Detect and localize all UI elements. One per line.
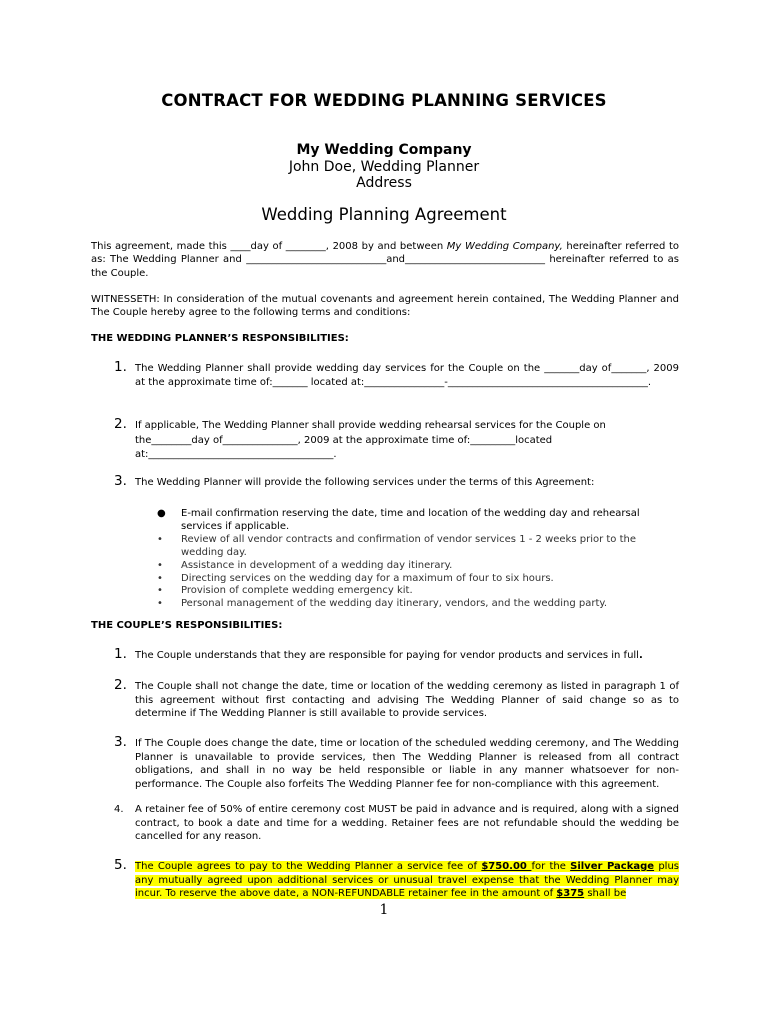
page-number: 1 xyxy=(379,902,389,918)
list-item: • Review of all vendor contracts and confirmation of vendor services 1 - 2 weeks prior to the wedding day. xyxy=(157,533,637,558)
list-item: ● E-mail confirmation reserving the date, time and location of the wedding day and rehearsal services if applicable. xyxy=(157,508,640,532)
list-item: • Personal management of the wedding day itinerary, vendors, and the wedding party. xyxy=(157,598,608,610)
couple-responsibilities-heading: THE COUPLE’S RESPONSIBILITIES: xyxy=(91,620,283,631)
item-text: The Couple shall not change the date, time or location of the wedding ceremony as listed in paragraph 1 of this agreement without first contacting and advising The Wedding Planner of said change so as to determine if The Wedding Planner is still available to provide services. xyxy=(135,681,679,720)
item-text: A retainer fee of 50% of entire ceremony cost MUST be paid in advance and is required, along with a signed contract, to book a date and time for a wedding. Retainer fees are not refundable should the wedding be cancelled for any reason. xyxy=(135,804,679,843)
retainer-fee: $375 xyxy=(556,888,585,900)
highlighted-text: The Couple agrees to pay to the Wedding Planner a service fee of $750.00 for the Silver Package plus any mutually agreed upon additional services or unusual travel expense that the Wedding Planner may incur. To reserve the above date, a NON-REFUNDABLE retainer fee in the amount of $375 shall be xyxy=(135,861,679,900)
item-number: 3. xyxy=(114,473,127,489)
item-text xyxy=(135,419,679,463)
item-text-line: at:_____________________________________. xyxy=(135,449,337,460)
item-text: The Wedding Planner will provide the following services under the terms of this Agreement: xyxy=(135,477,595,488)
intro-company: My Wedding Company, xyxy=(446,241,563,252)
item-number: 3. xyxy=(114,734,127,750)
item-number: 4. xyxy=(114,804,124,815)
item-text: The Wedding Planner shall provide wedding day services for the Couple on the _______day of_______, 2009 at the approximate time of:_______ located at:________________-________________________________________. xyxy=(135,363,679,388)
item-text-line: If applicable, The Wedding Planner shall provide wedding rehearsal services for the Couple on xyxy=(135,420,606,431)
item-text: If The Couple does change the date, time or location of the scheduled wedding ceremony, and The Wedding Planner is unavailable to provide services, then The Wedding Planner is released from all contract obligations, and shall in no way be held responsible or liable in any manner whatsoever for non-performance. The Couple also forfeits The Wedding Planner fee for non-compliance with this agreement. xyxy=(135,738,679,790)
list-item: • Assistance in development of a wedding day itinerary. xyxy=(157,559,453,571)
service-fee: $750.00 xyxy=(481,861,532,872)
item-number: 1. xyxy=(114,359,127,375)
intro-text-1: This agreement, made this ____day of ________, 2008 by and between xyxy=(91,241,447,252)
bullet-icon: • xyxy=(157,598,163,610)
item-text: The Couple understands that they are responsible for paying for vendor products and services in full. xyxy=(135,650,643,661)
package-name: Silver Package xyxy=(570,861,655,872)
planner-name: John Doe, Wedding Planner xyxy=(288,159,480,175)
item-number: 1. xyxy=(114,646,127,662)
list-item: • Directing services on the wedding day for a maximum of four to six hours. xyxy=(157,572,554,584)
bullet-icon: • xyxy=(157,533,163,545)
bullet-icon: • xyxy=(157,559,163,571)
contract-title: CONTRACT FOR WEDDING PLANNING SERVICES xyxy=(161,91,607,110)
bullet-icon: ● xyxy=(157,508,166,519)
item-number: 5. xyxy=(114,857,127,873)
bullet-icon: • xyxy=(157,572,163,584)
witnesseth-paragraph: WITNESSETH: In consideration of the mutual covenants and agreement herein contained, The Wedding Planner and The Couple hereby agree to the following terms and conditions: xyxy=(91,294,679,319)
company-name: My Wedding Company xyxy=(296,142,472,158)
intro-paragraph xyxy=(91,240,679,280)
item-number: 2. xyxy=(114,416,127,432)
address-line: Address xyxy=(356,175,412,191)
planner-responsibilities-heading: THE WEDDING PLANNER’S RESPONSIBILITIES: xyxy=(91,333,349,344)
item-text xyxy=(135,860,679,901)
agreement-title: Wedding Planning Agreement xyxy=(261,205,507,224)
intro-text-2: hereinafter referred to as: The Wedding Planner and ____________________________and____________________________ hereinafter referred to as the Couple. xyxy=(91,241,679,279)
list-item: • Provision of complete wedding emergency kit. xyxy=(157,585,413,597)
item-text-line: the________day of_______________, 2009 at the approximate time of:_________located xyxy=(135,434,553,446)
services-bullet-list xyxy=(157,508,657,611)
item-number: 2. xyxy=(114,677,127,693)
bullet-icon: • xyxy=(157,585,163,597)
